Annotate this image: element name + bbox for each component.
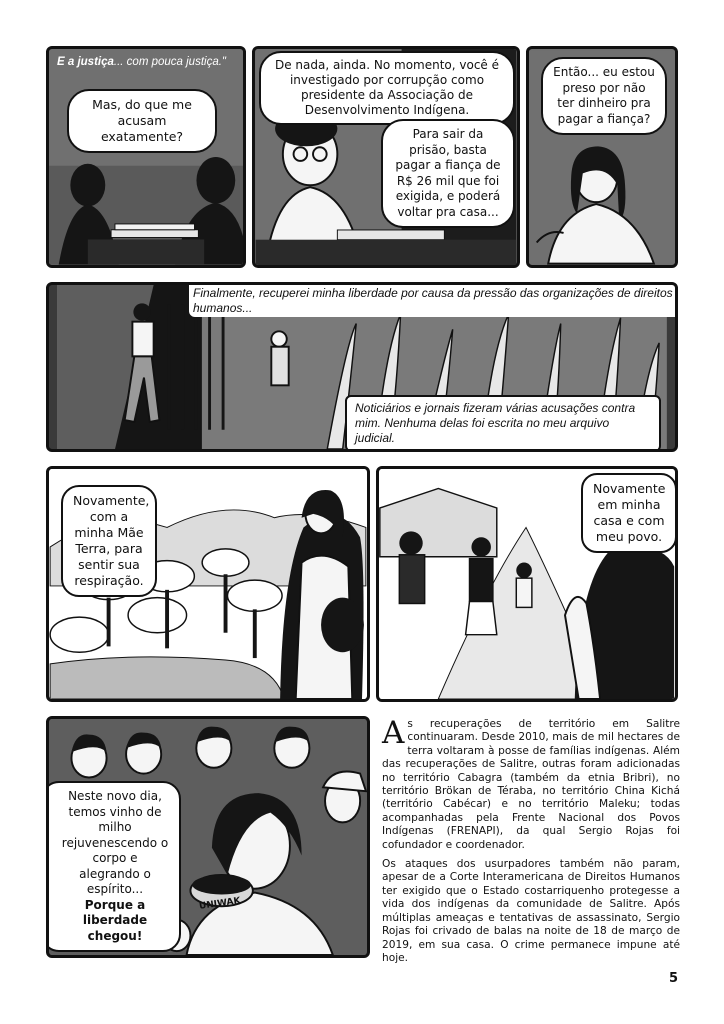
speech-bubble: Novamente, com a minha Mãe Terra, para sentir sua respiração. [61,485,157,597]
speech-bubble: Mas, do que me acusam exatamente? [67,89,217,153]
panel-courtroom [46,46,246,268]
prose-paragraph-1: As recuperações de território em Salitre continuaram. Desde 2010, mais de mil hectares de terra voltaram à posse de famílias indígenas. Além das recuperações de Salitre, outras foram adicionadas no território Cabagra (também da etnia Bribri), no território Brökan de Téraba, no território China Kichá (território Cabécar) e no território Maleku; todas acompanhadas pela Frente Nacional dos Povos Indígenas (FRENAPI), da qual Sergio Rojas foi cofundador e coordenador. [382,715,680,851]
prose-text-block [382,715,680,971]
panel-celebration [46,716,370,958]
caption-rest: ... com pouca justiça." [113,56,226,68]
speech-bubble-bottom: Para sair da prisão, basta pagar a fiança de R$ 26 mil que foi exigida, e poderá voltar pra casa... [381,119,515,228]
speech-bubble-top: De nada, ainda. No momento, você é investigado por corrupção como presidente da Associação de Desenvolvimento Indígena. [259,51,515,125]
caption-bottom: Noticiários e jornais fizeram várias acusações contra mim. Nenhuma delas foi escrita no meu arquivo judicial. [345,395,661,452]
panel-prisoner [526,46,678,268]
panel-mother-earth [46,466,370,702]
panel-official [252,46,520,268]
panel-release [46,282,678,452]
speech-bubble: Então... eu estou preso por não ter dinheiro pra pagar a fiança? [541,57,667,135]
bubble-plain-text: Neste novo dia, temos vinho de milho rejuvenescendo o corpo e alegrando o espírito... [61,789,169,896]
page-number: 5 [668,971,678,986]
courtroom-illustration [49,49,243,265]
speech-bubble: Novamente em minha casa e com meu povo. [581,473,677,553]
caption-top: Finalmente, recuperei minha liberdade por causa da pressão das organizações de direitos humanos... [189,285,677,317]
caption-bold: E a justiça [57,56,114,68]
panel1-caption [57,55,246,70]
prose-paragraph-2: Os ataques dos usurpadores também não param, apesar de a Corte Interamericana de Direitos Humanos ter exigido que o Estado costarriquenho protegesse a vida dos indígenas da comunidade de Salitre. Após múltiplas ameaças e tentativas de assassinato, Sergio Rojas foi crivado de balas na noite de 18 de março de 2019, em sua casa. O crime permanece impune até hoje. [382,858,680,964]
bubble-bold-text: Porque a liberdade chegou! [82,897,148,943]
speech-bubble [46,781,181,952]
bowl-label: UNIWAK [198,896,242,912]
drop-cap: A [382,715,405,751]
panel-homecoming [376,466,678,702]
